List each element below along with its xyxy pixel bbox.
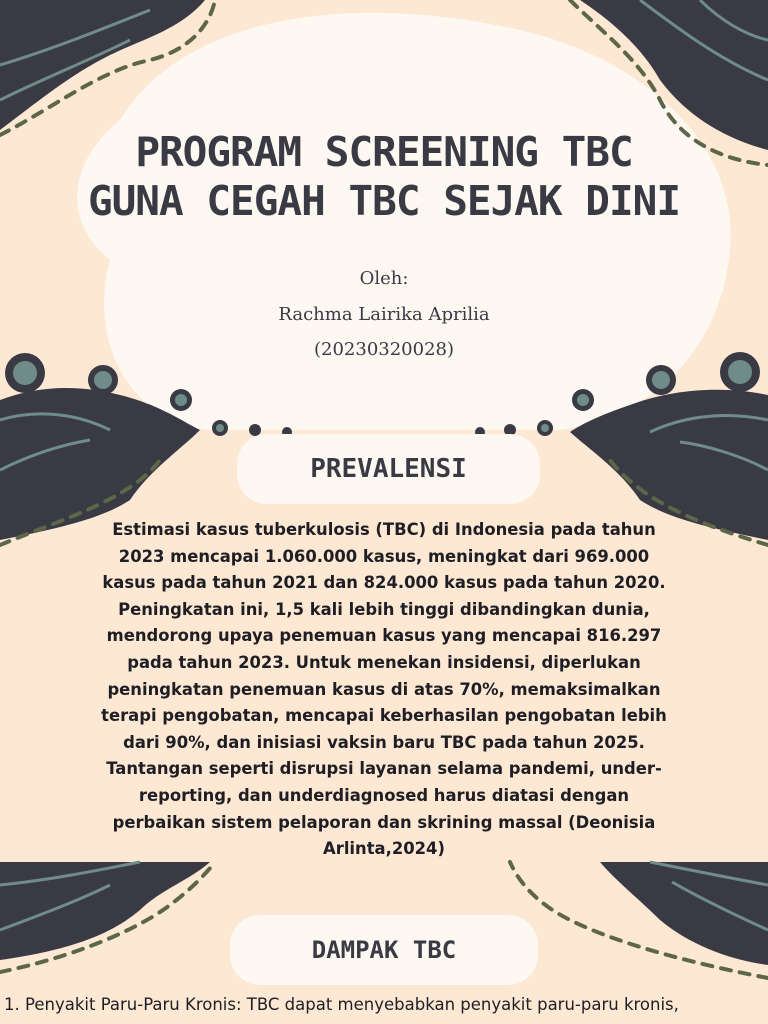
prevalensi-paragraph: Estimasi kasus tuberkulosis (TBC) di Indonesia pada tahun 2023 mencapai 1.060.000 kasus, meningkat dari 969.000 kasus pada tahun 2021 dan 824.000 kasus pada tahun 2020. Peningkatan ini, 1,5 kali lebih tinggi dibandingkan dunia, mendorong upaya penemuan kasus yang mencapai 816.297 pada tahun 2023. Untuk menekan insidensi, diperlukan peningkatan penemuan kasus di atas 70%, memaksimalkan terapi pengobatan, mencapai keberhasilan pengobatan lebih dari 90%, dan inisiasi vaksin baru TBC pada tahun 2025. Tantangan seperti disrupsi layanan selama pandemi, under-reporting, dan underdiagnosed harus diatasi dengan perbaikan sistem pelaporan dan skrining massal (Deonisia Arlinta,2024) xyxy=(101,520,667,859)
slide-title xyxy=(0,128,768,226)
dampak-heading: DAMPAK TBC xyxy=(230,915,538,985)
title-line-2: GUNA CEGAH TBC SEJAK DINI xyxy=(87,177,681,225)
author-id: (20230320028) xyxy=(313,339,455,360)
author-label: Oleh: xyxy=(359,268,409,289)
bottom-left-wave xyxy=(0,862,210,960)
author-name: Rachma Lairika Aprilia xyxy=(278,304,490,325)
prevalensi-heading: PREVALENSI xyxy=(237,434,540,504)
dampak-list-item: 1. Penyakit Paru-Paru Kronis: TBC dapat menyebabkan penyakit paru-paru kronis, xyxy=(4,995,679,1014)
title-line-1: PROGRAM SCREENING TBC xyxy=(135,128,633,176)
bottom-right-wave xyxy=(600,862,768,965)
